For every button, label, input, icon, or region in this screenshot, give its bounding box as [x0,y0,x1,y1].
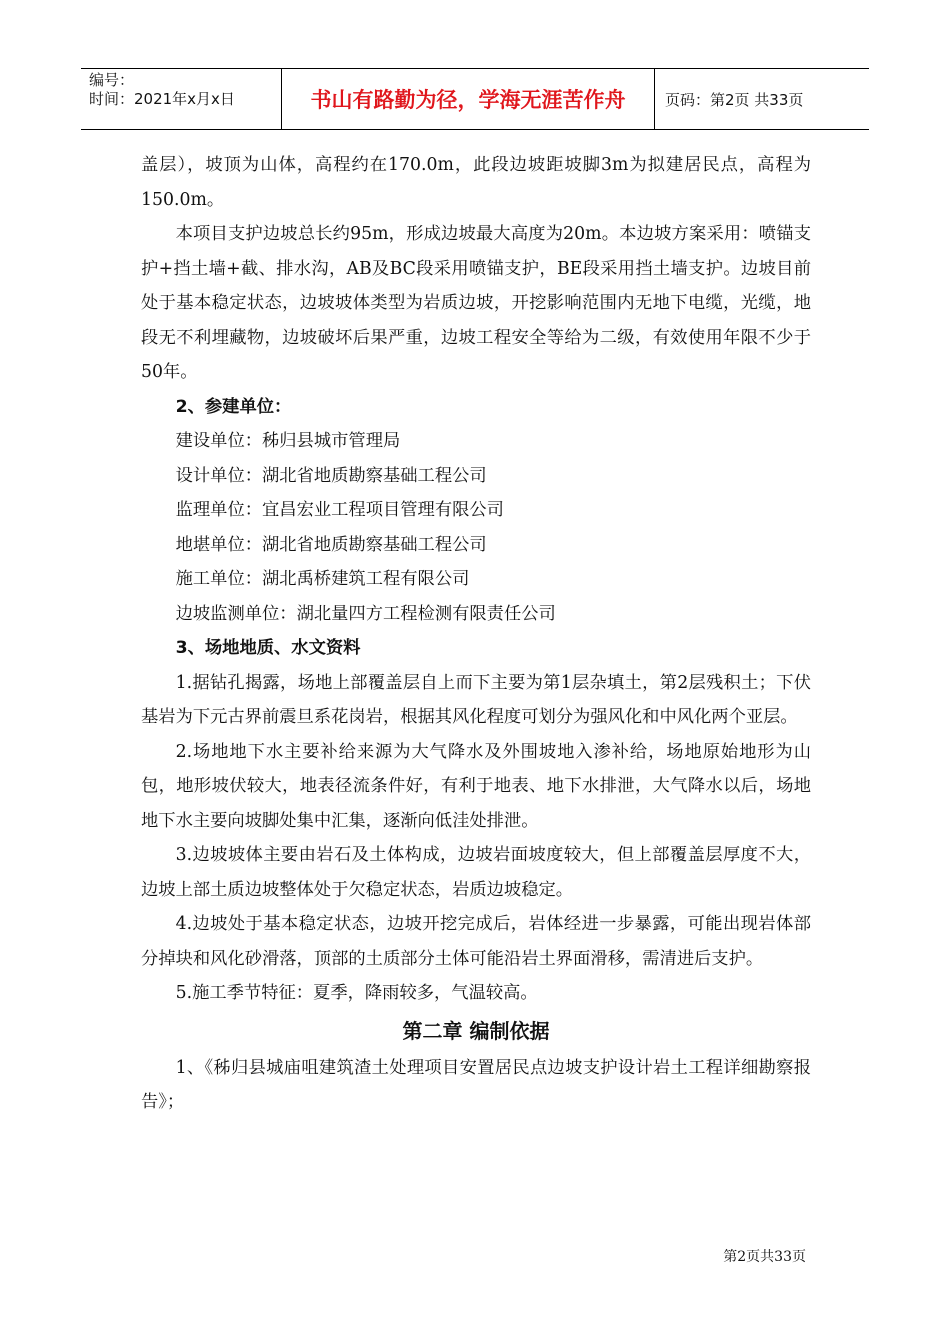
header-motto: 书山有路勤为径，学海无涯苦作舟 [282,69,655,129]
header-page-number: 页码：第2页 共33页 [665,90,804,109]
unit-construction: 建设单位：秭归县城市管理局 [175,431,401,451]
document-number-label: 编号： [89,71,135,89]
unit-supervision: 监理单位：宜昌宏业工程项目管理有限公司 [175,500,504,520]
paragraph-project-overview: 本项目支护边坡总长约95m，形成边坡最大高度为20m。本边坡方案采用：喷锚支护+挡土墙+截、排水沟，AB及BC段采用喷锚支护，BE段采用挡土墙支护。边坡目前处于基本稳定状态，边坡坡体类型为岩质边坡，开挖影响范围内无地下电缆，光缆，地段无不利埋藏物，边坡破坏后果严重，边坡工程安全等给为二级，有效使用年限不少于50年。 [141,224,811,382]
document-body [141,148,811,1120]
geology-item-4: 4.边坡处于基本稳定状态，边坡开挖完成后，岩体经进一步暴露，可能出现岩体部分掉块和风化砂滑落，顶部的土质部分土体可能沿岩土界面滑移，需清进后支护。 [141,914,811,969]
geology-item-2: 2.场地地下水主要补给来源为大气降水及外围坡地入渗补给，场地原始地形为山包，地形坡伏较大，地表径流条件好，有利于地表、地下水排泄，大气降水以后，场地地下水主要向坡脚处集中汇集，逐渐向低洼处排泄。 [141,741,811,831]
unit-contractor: 施工单位：湖北禹桥建筑工程有限公司 [175,569,470,589]
header-meta [81,69,282,129]
page-header [81,68,869,130]
paragraph-intro-continuation: 盖层），坡顶为山体，高程约在170.0m，此段边坡距坡脚3m为拟建居民点，高程为150.0m。 [141,155,811,210]
unit-survey: 地堪单位：湖北省地质勘察基础工程公司 [175,534,487,555]
geology-item-1: 1.据钻孔揭露，场地上部覆盖层自上而下主要为第1层杂填土，第2层残积土；下伏基岩为下元古界前震旦系花岗岩，根据其风化程度可划分为强风化和中风化两个亚层。 [141,672,811,727]
unit-design: 设计单位：湖北省地质勘察基础工程公司 [175,465,487,486]
section-heading-geology: 3、场地地质、水文资料 [175,638,361,658]
unit-monitoring: 边坡监测单位：湖北量四方工程检测有限责任公司 [175,603,556,624]
chapter-heading-basis: 第二章 编制依据 [402,1018,550,1043]
geology-item-5: 5.施工季节特征：夏季，降雨较多，气温较高。 [175,983,538,1003]
section-heading-participants: 2、参建单位： [175,396,292,417]
document-date-label: 时间：2021年x月x日 [89,90,235,108]
page-footer: 第2页共33页 [723,1249,806,1265]
basis-item-1: 1、《秭归县城庙咀建筑渣土处理项目安置居民点边坡支护设计岩土工程详细勘察报告》； [141,1057,811,1112]
geology-item-3: 3.边坡坡体主要由岩石及土体构成，边坡岩面坡度较大，但上部覆盖层厚度不大，边坡上部土质边坡整体处于欠稳定状态，岩质边坡稳定。 [141,845,811,900]
